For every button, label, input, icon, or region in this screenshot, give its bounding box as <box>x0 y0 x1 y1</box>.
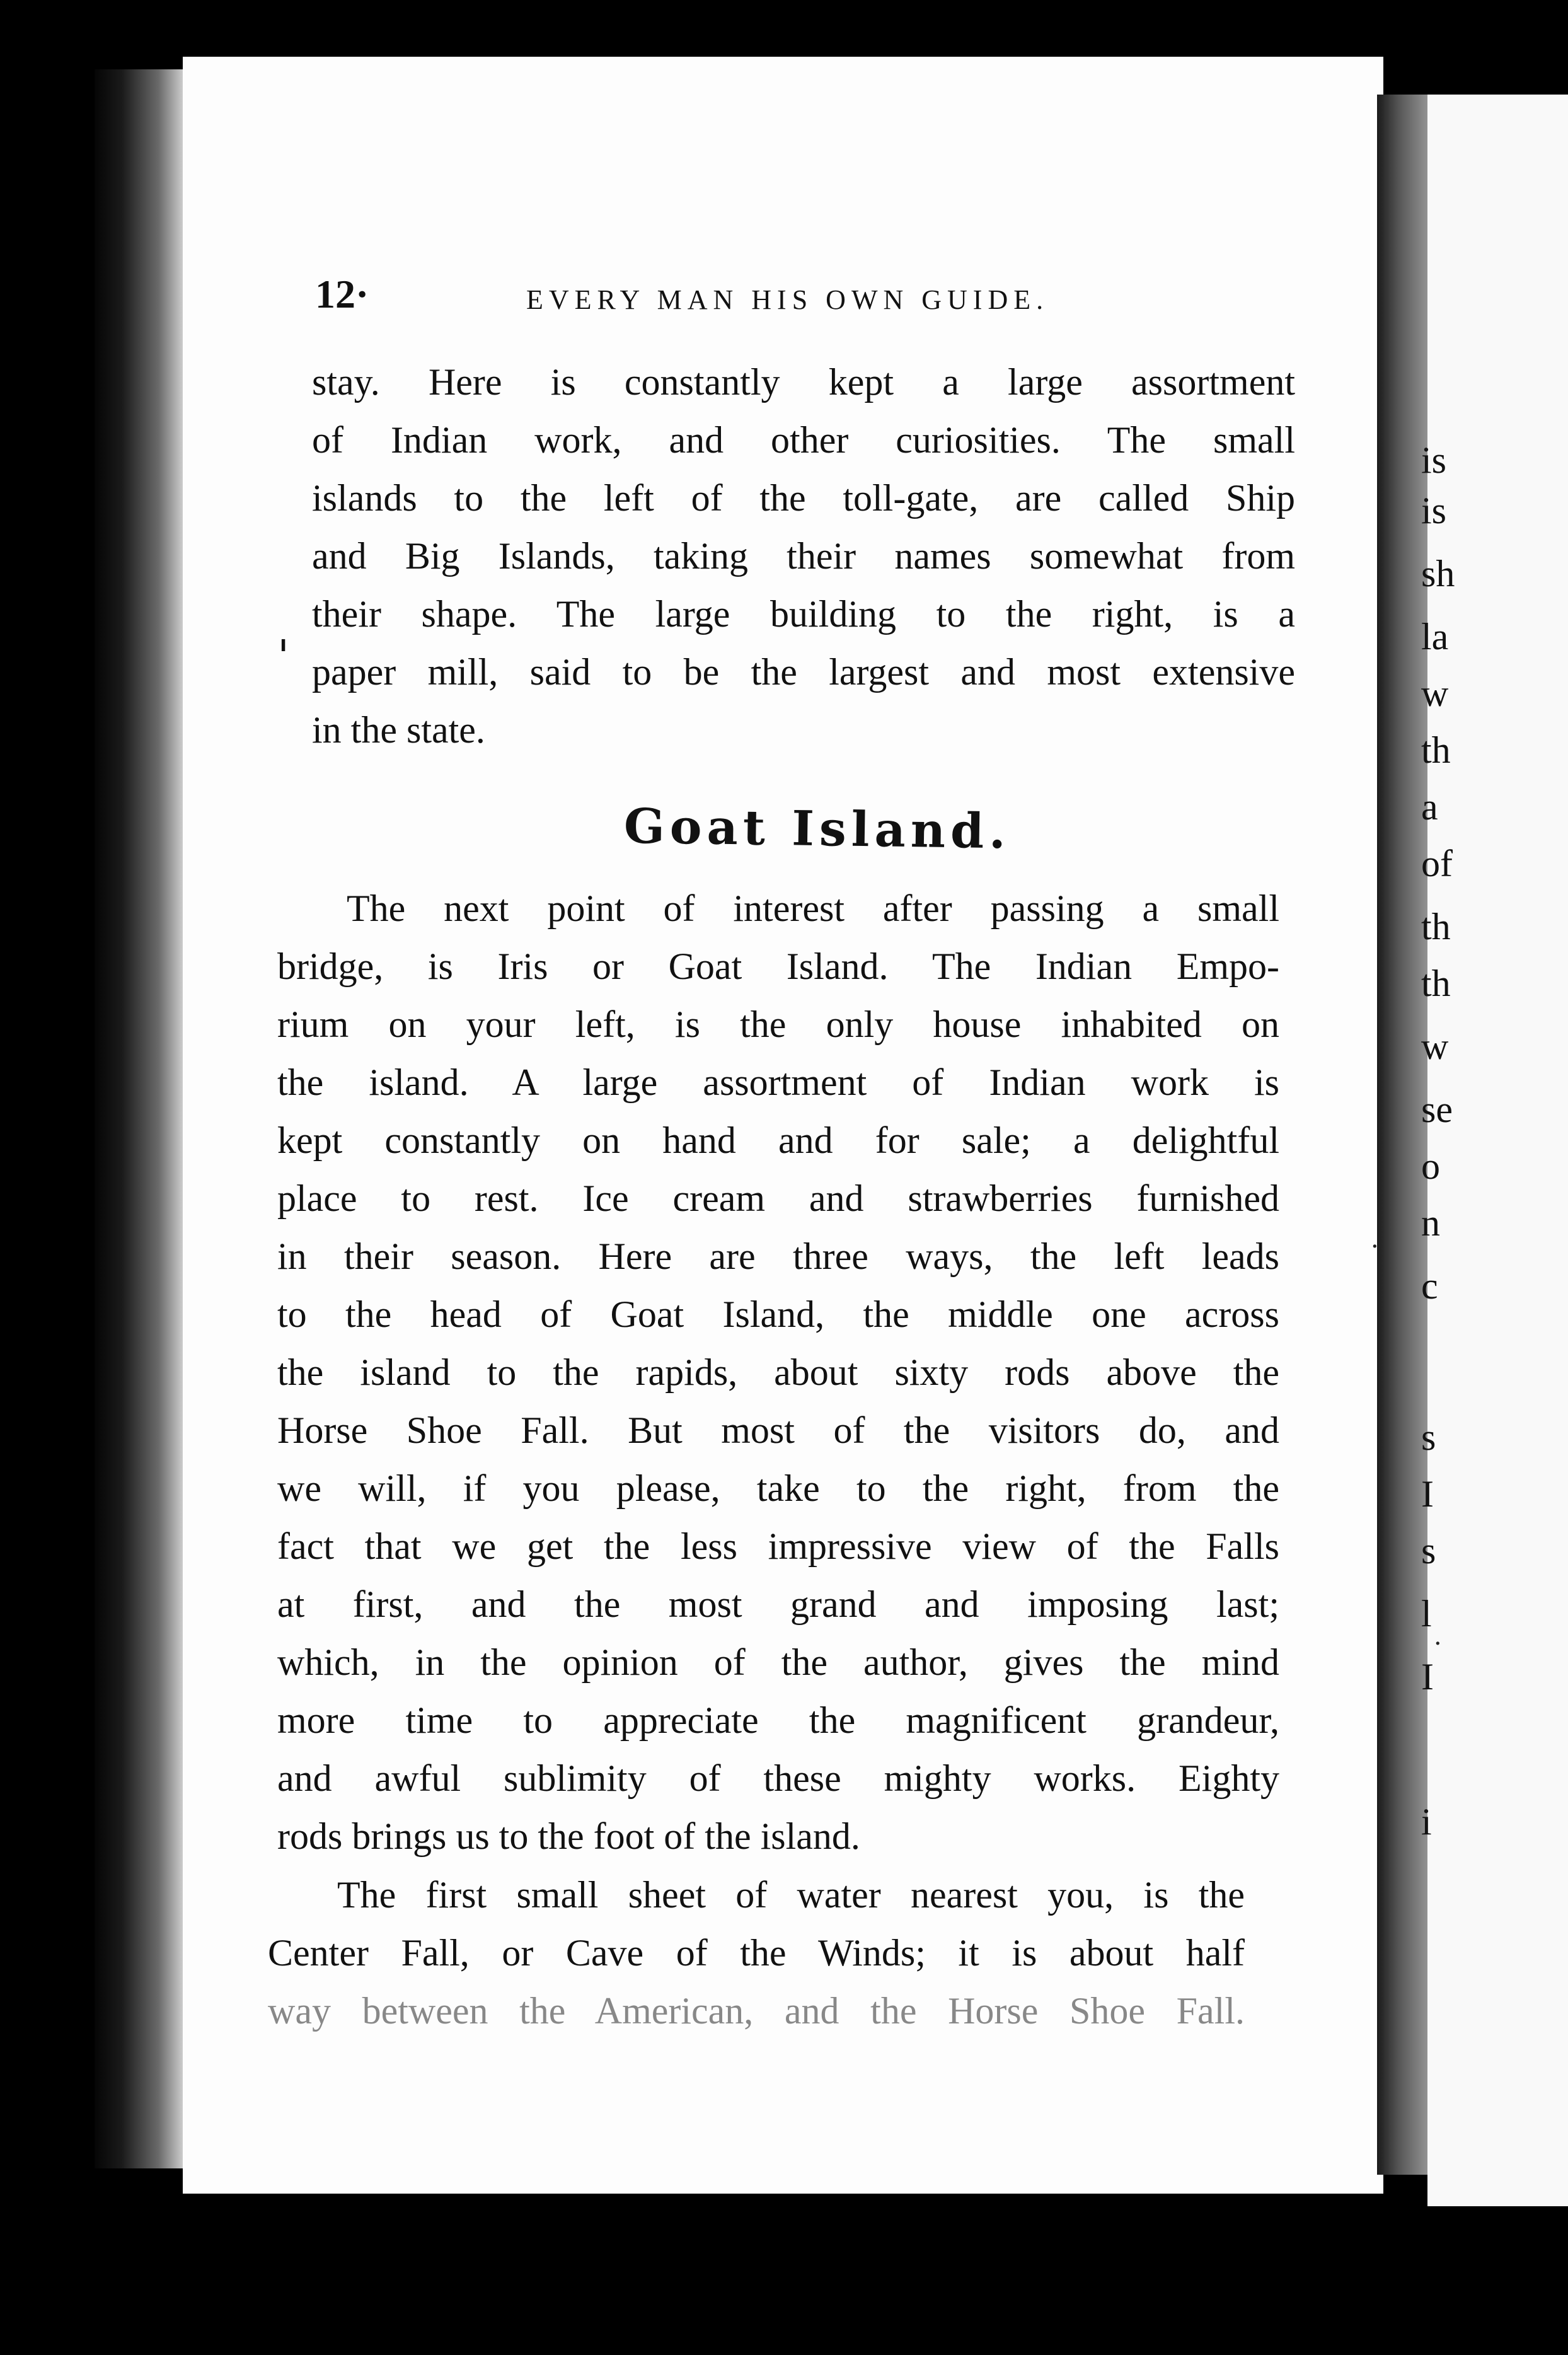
text-line: of Indian work, and other curiosities. The small <box>312 419 1295 461</box>
page-number: 12· <box>315 272 369 316</box>
text-line: Center Fall, or Cave of the Winds; it is about half <box>268 1932 1245 1974</box>
next-page-fragment: w <box>1421 1026 1449 1067</box>
next-page-fragment: th <box>1421 963 1451 1004</box>
next-page-fragment: I <box>1421 1656 1434 1698</box>
page-edge-shadow <box>95 69 186 2168</box>
text-line: more time to appreciate the magnificent grandeur, <box>277 1699 1279 1741</box>
ink-speck: · <box>1371 1232 1379 1261</box>
next-page-fragment: sh <box>1421 553 1455 594</box>
next-page-fragment: th <box>1421 906 1451 947</box>
running-title: EVERY MAN HIS OWN GUIDE. <box>526 284 1049 315</box>
text-line: and awful sublimity of these mighty works. Eighty <box>277 1757 1279 1799</box>
next-page-fragment: a <box>1421 786 1438 828</box>
text-line: The next point of interest after passing a small <box>347 888 1279 929</box>
text-line: their shape. The large building to the right, is a <box>312 593 1295 635</box>
next-page-fragment: se <box>1421 1089 1453 1130</box>
text-line: rium on your left, is the only house inhabited on <box>277 1004 1279 1045</box>
next-page-fragment: th <box>1421 729 1451 771</box>
text-line: Horse Shoe Fall. But most of the visitors do, and <box>277 1409 1279 1451</box>
text-line: at first, and the most grand and imposing last; <box>277 1583 1279 1625</box>
next-page-fragment: n <box>1421 1202 1440 1244</box>
paragraph-center-fall <box>268 1866 1245 2040</box>
text-line: fact that we get the less impressive view of the Falls <box>277 1525 1279 1567</box>
text-line: way between the American, and the Horse Shoe Fall. <box>268 1990 1245 2032</box>
next-page-fragment: c <box>1421 1265 1438 1307</box>
next-page-fragment: i <box>1421 1801 1432 1843</box>
text-line: we will, if you please, take to the right, from the <box>277 1467 1279 1509</box>
next-page-fragment: of <box>1421 843 1453 884</box>
ink-speck: · <box>1434 1629 1442 1658</box>
paragraph-goat-island <box>277 879 1279 1865</box>
text-line: The first small sheet of water nearest you, is the <box>337 1874 1245 1916</box>
next-page-fragment: o <box>1421 1145 1440 1187</box>
next-page-fragment: I <box>1421 1473 1434 1515</box>
running-head <box>315 271 1298 321</box>
text-line: kept constantly on hand and for sale; a delightful <box>277 1120 1279 1161</box>
text-line: place to rest. Ice cream and strawberries furnished <box>277 1178 1279 1219</box>
text-line: to the head of Goat Island, the middle one across <box>277 1293 1279 1335</box>
next-page-fragment: s <box>1421 1530 1436 1571</box>
book-gutter <box>1377 95 1431 2175</box>
next-page-fragment: l <box>1421 1593 1432 1635</box>
next-page-fragment: la <box>1421 616 1449 657</box>
text-line: stay. Here is constantly kept a large assortment <box>312 361 1295 403</box>
text-line: which, in the opinion of the author, gives the mind <box>277 1641 1279 1683</box>
paragraph-stay <box>312 353 1295 759</box>
next-page-edge <box>1421 95 1568 2206</box>
text-line: bridge, is Iris or Goat Island. The Indian Empo- <box>277 946 1279 987</box>
text-line: rods brings us to the foot of the island. <box>277 1815 860 1857</box>
next-page-fragment: is <box>1421 490 1447 531</box>
text-line: in the state. <box>312 709 485 751</box>
text-line: the island to the rapids, about sixty rods above the <box>277 1351 1279 1393</box>
next-page-fragment: is <box>1421 439 1447 481</box>
text-line: the island. A large assortment of Indian work is <box>277 1062 1279 1103</box>
text-line: and Big Islands, taking their names somewhat from <box>312 535 1295 577</box>
text-line: paper mill, said to be the largest and most extensive <box>312 651 1295 693</box>
text-line: in their season. Here are three ways, the left leads <box>277 1235 1279 1277</box>
section-heading: Goat Island. <box>623 797 1012 860</box>
next-page-fragment: w <box>1421 673 1449 714</box>
margin-mark: ' <box>277 630 290 682</box>
text-line: islands to the left of the toll-gate, are called Ship <box>312 477 1295 519</box>
next-page-fragment: s <box>1421 1416 1436 1458</box>
